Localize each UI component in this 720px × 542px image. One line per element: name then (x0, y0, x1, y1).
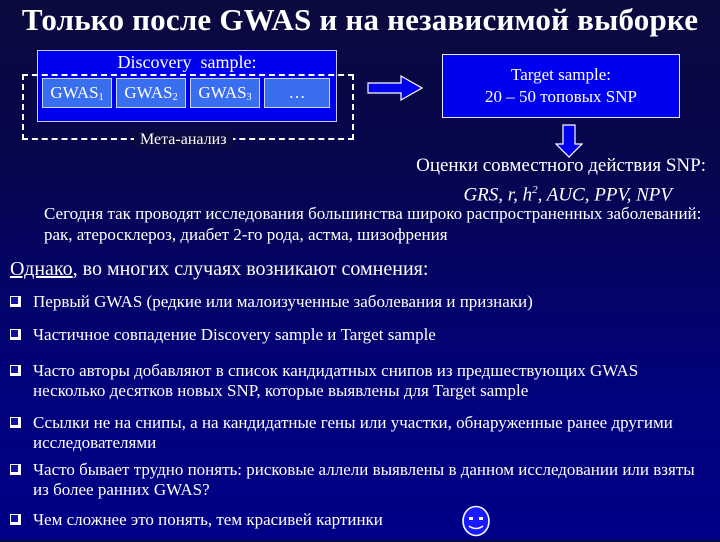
gwas-cell-subscript: 1 (98, 92, 104, 103)
bullet-text: Чем сложнее это понять, тем красивей картинки (33, 510, 383, 529)
arrow-right-icon (367, 75, 423, 106)
gwas-cell-subscript: 2 (172, 92, 178, 103)
checkbox-bullet-icon (10, 514, 21, 525)
however-rest: , во многих случаях возникают сомнения: (72, 258, 429, 280)
bullet-item (8, 460, 708, 500)
bullet-item (8, 361, 708, 401)
joint-effect-estimates (416, 154, 706, 207)
discovery-sample-label: Discovery sample: (117, 52, 257, 72)
checkbox-bullet-icon (10, 417, 21, 428)
however-heading (10, 258, 428, 281)
bullet-item (8, 510, 448, 530)
metrics-text: GRS, r, h (463, 184, 533, 206)
gwas-cell-label: GWAS (198, 83, 247, 102)
checkbox-bullet-icon (10, 329, 21, 340)
checkbox-bullet-icon (10, 296, 21, 307)
checkbox-bullet-icon (10, 464, 21, 475)
bullet-text: Часто авторы добавляют в список кандидатных снипов из предшествующих GWAS несколько десятков новых SNP, которые выявлены для Target sample (33, 361, 639, 400)
bullet-item (8, 325, 708, 345)
bullet-text: Ссылки не на снипы, а на кандидатные гены или участки, обнаруженные ранее другими исследователями (33, 413, 673, 452)
gwas-cell-label: GWAS (50, 83, 99, 102)
bullet-text: Частичное совпадение Discovery sample и Target sample (33, 325, 436, 344)
gwas-cell-label: … (288, 83, 306, 102)
bullet-item (8, 413, 708, 453)
metrics-text: , AUC, PPV, NPV (537, 184, 672, 206)
however-underlined-word: Однако (10, 258, 73, 280)
bullet-text: Первый GWAS (редкие или малоизученные заболевания и признаки) (33, 292, 533, 311)
metrics-superscript: 2 (532, 184, 538, 196)
smiley-face-icon (461, 505, 491, 542)
gwas-cell-label: GWAS (124, 83, 173, 102)
checkbox-bullet-icon (10, 365, 21, 376)
slide-title: Только после GWAS и на независимой выборке (21, 2, 699, 37)
bullet-item (8, 292, 708, 312)
target-sample-box (442, 54, 680, 118)
meta-analysis-label: Мета-анализ (134, 131, 233, 149)
estimates-heading: Оценки совместного действия SNP: (416, 155, 706, 176)
target-sample-detail: 20 – 50 топовых SNP (485, 87, 637, 106)
gwas-cell-subscript: 3 (246, 92, 252, 103)
today-paragraph: Сегодня так проводят исследования большинства широко распространенных заболеваний: рак, атеросклероз, диабет 2-го рода, астма, шизофрения (44, 204, 702, 244)
bullet-text: Часто бывает трудно понять: рисковые аллели выявлены в данном исследовании или взяты из более ранних GWAS? (33, 460, 695, 499)
target-sample-title: Target sample: (511, 65, 611, 84)
